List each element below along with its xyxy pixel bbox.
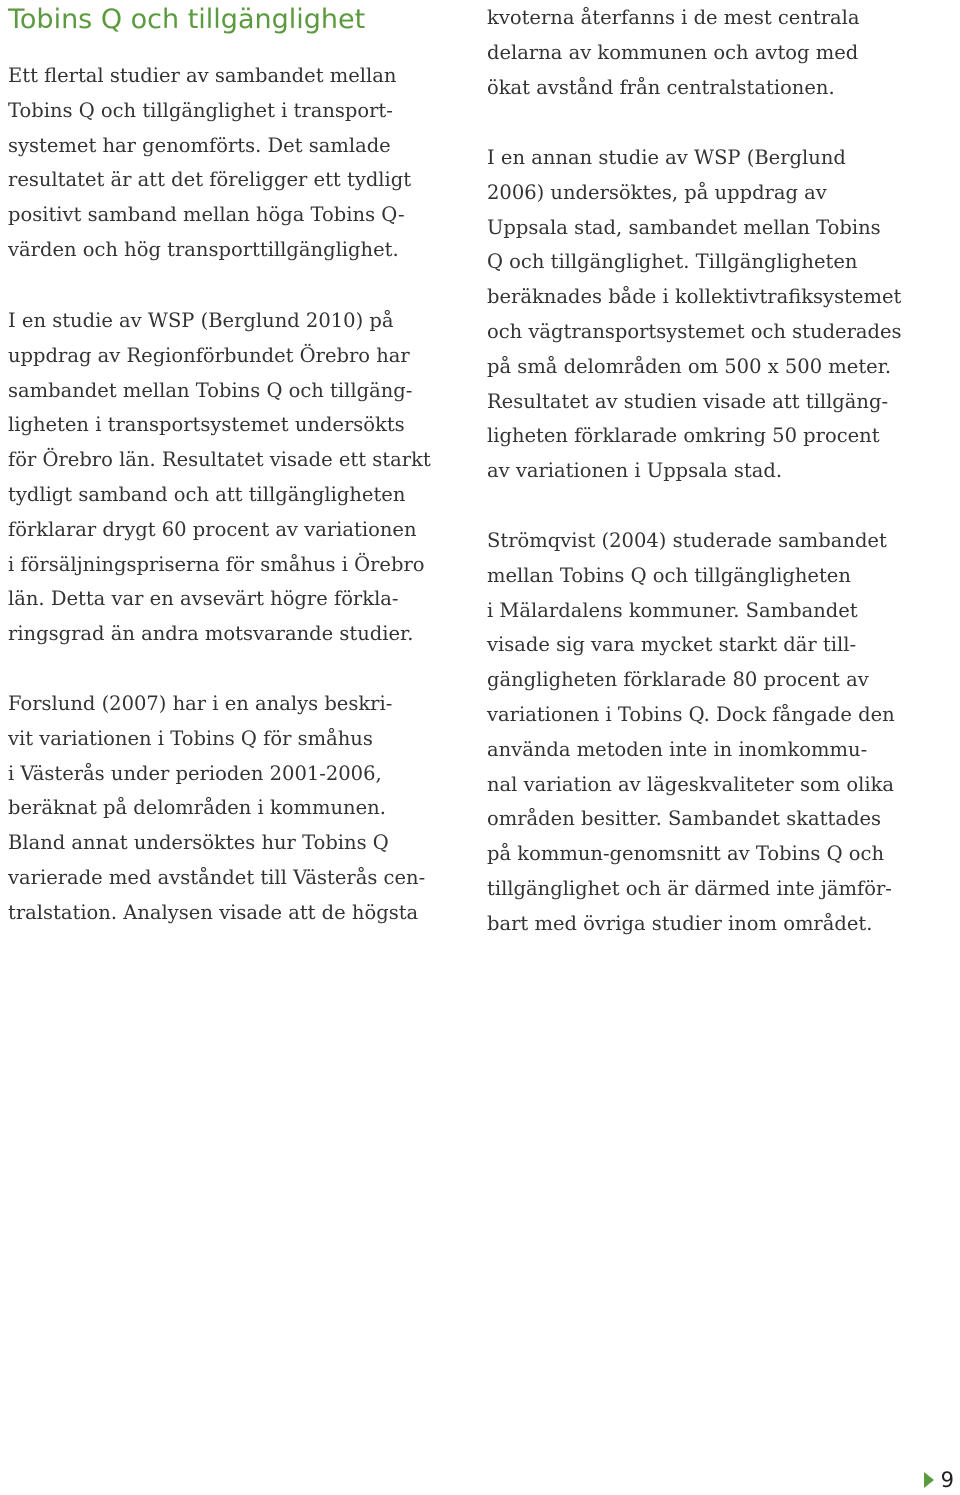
text-line: varierade med avståndet till Västerås cen- (8, 865, 426, 889)
text-line: sambandet mellan Tobins Q och tillgäng- (8, 378, 413, 402)
text-line: Resultatet av studien visade att tillgäng- (487, 389, 889, 413)
page-title: Tobins Q och tillgänglighet (8, 4, 366, 35)
text-line: förklarar drygt 60 procent av variationen (8, 517, 417, 541)
text-line: resultatet är att det föreligger ett tydligt (8, 168, 412, 192)
page-number: 9 (940, 1468, 954, 1492)
text-line: för Örebro län. Resultatet visade ett starkt (8, 448, 431, 472)
text-line: Ett flertal studier av sambandet mellan (8, 64, 397, 87)
text-line: ligheten förklarade omkring 50 procent (487, 424, 880, 448)
paragraph-orebro-study (8, 304, 431, 652)
text-line: i Mälardalens kommuner. Sambandet (487, 598, 858, 622)
text-line: ringsgrad än andra motsvarande studier. (8, 622, 414, 646)
text-line: kvoterna återfanns i de mest centrala (487, 6, 860, 29)
text-line: i Västerås under perioden 2001-2006, (8, 761, 382, 785)
text-line: tralstation. Analysen visade att de högsta (8, 900, 419, 924)
text-line: beräknades både i kollektivtrafiksystemet (487, 285, 902, 309)
text-line: tydligt samband och att tillgängligheten (8, 482, 406, 506)
text-line: variationen i Tobins Q. Dock fångade den (487, 702, 895, 726)
paragraph-uppsala-study (487, 141, 902, 489)
text-line: positivt samband mellan höga Tobins Q- (8, 203, 405, 227)
text-line: I en studie av WSP (Berglund 2010) på (8, 309, 394, 332)
text-line: Forslund (2007) har i en analys beskri- (8, 692, 393, 715)
text-line: värden och hög transporttillgänglighet. (8, 237, 399, 261)
text-line: systemet har genomförts. Det samlade (8, 133, 391, 157)
text-line: uppdrag av Regionförbundet Örebro har (8, 343, 410, 367)
next-page-arrow-icon (924, 1472, 934, 1488)
text-line: områden besitter. Sambandet skattades (487, 807, 881, 831)
text-line: tillgänglighet och är därmed inte jämför- (487, 876, 892, 900)
text-line: ligheten i transportsystemet undersökts (8, 413, 405, 437)
text-line: visade sig vara mycket starkt där till- (487, 633, 857, 657)
text-line: I en annan studie av WSP (Berglund (487, 146, 846, 169)
page-number-block (924, 1467, 954, 1493)
text-line: vit variationen i Tobins Q för småhus (8, 726, 373, 750)
text-line: av variationen i Uppsala stad. (487, 459, 783, 483)
text-line: Q och tillgänglighet. Tillgängligheten (487, 250, 858, 274)
text-line: delarna av kommunen och avtog med (487, 40, 859, 64)
paragraph-forslund-continued (487, 1, 860, 105)
text-line: och vägtransportsystemet och studerades (487, 319, 902, 343)
text-line: på kommun-genomsnitt av Tobins Q och (487, 842, 884, 866)
paragraph-stromqvist-study (487, 524, 895, 942)
text-line: beräknat på delområden i kommunen. (8, 796, 386, 820)
text-line: gängligheten förklarade 80 procent av (487, 668, 869, 692)
text-line: mellan Tobins Q och tillgängligheten (487, 563, 851, 587)
text-line: Uppsala stad, sambandet mellan Tobins (487, 215, 881, 239)
paragraph-forslund-study (8, 687, 425, 931)
text-line: Strömqvist (2004) studerade sambandet (487, 529, 887, 552)
text-line: län. Detta var en avsevärt högre förkla- (8, 587, 399, 611)
text-line: nal variation av lägeskvaliteter som olika (487, 772, 895, 796)
text-line: 2006) undersöktes, på uppdrag av (487, 180, 827, 204)
text-line: Bland annat undersöktes hur Tobins Q (8, 831, 389, 855)
text-line: på små delområden om 500 x 500 meter. (487, 354, 892, 378)
text-line: i försäljningspriserna för småhus i Örebro (8, 552, 425, 576)
text-line: Tobins Q och tillgänglighet i transport- (8, 98, 393, 122)
text-line: bart med övriga studier inom området. (487, 911, 873, 935)
paragraph-intro (8, 59, 411, 268)
text-line: använda metoden inte in inomkommu- (487, 737, 868, 761)
text-line: ökat avstånd från centralstationen. (487, 75, 835, 99)
